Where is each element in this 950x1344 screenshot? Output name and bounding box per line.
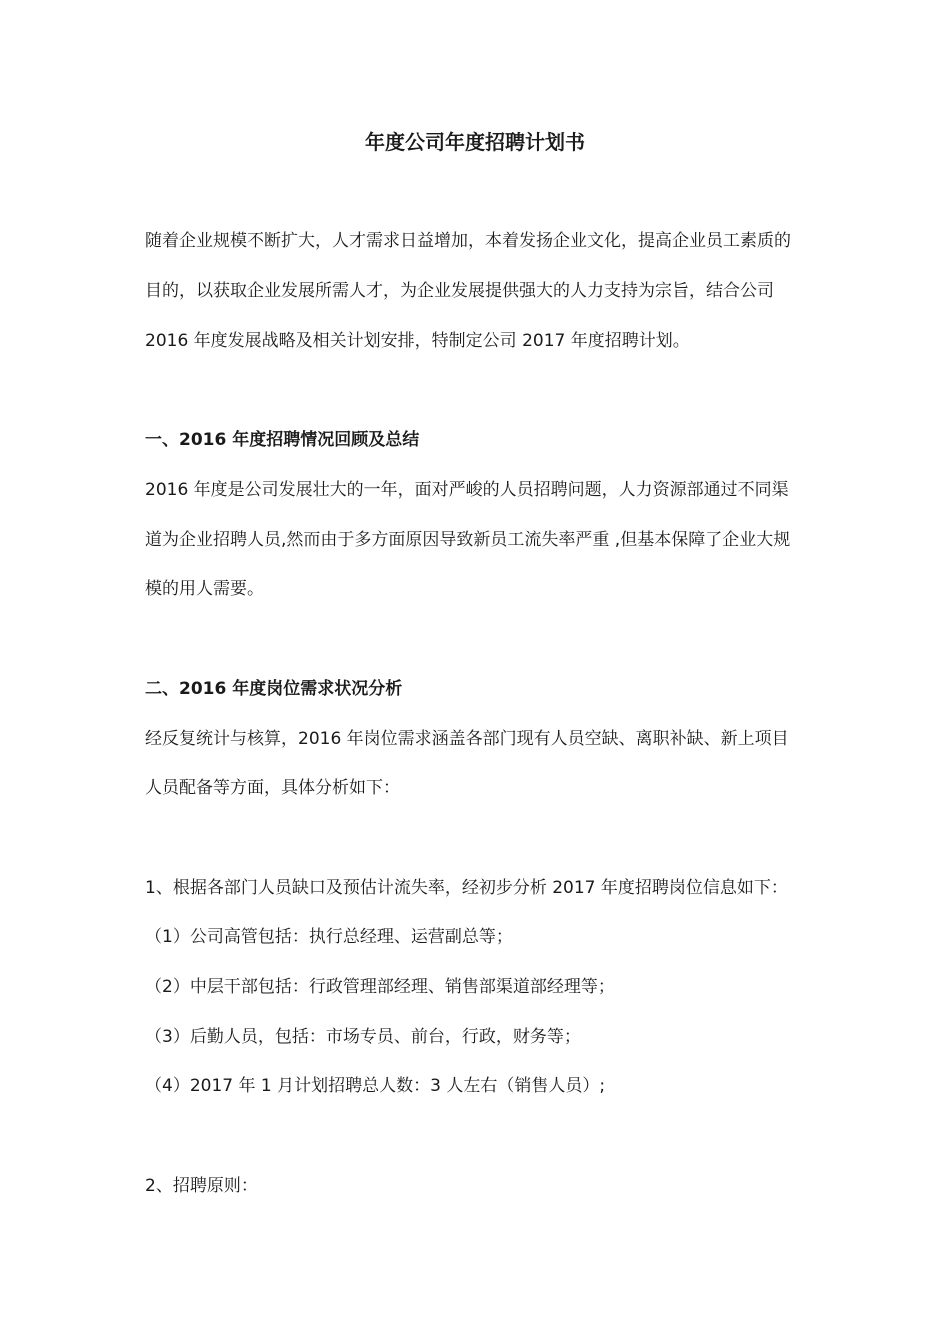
item1-sub-2: （2）中层干部包括：行政管理部经理、销售部渠道部经理等； (145, 977, 615, 997)
item1-text: 1、根据各部门人员缺口及预估计流失率，经初步分析 2017 年度招聘岗位信息如下： (145, 878, 788, 898)
item1-sub-3: （3）后勤人员，包括：市场专员、前台，行政，财务等； (145, 1027, 581, 1047)
item1-sub-1: （1）公司高管包括：执行总经理、运营副总等； (145, 927, 513, 947)
intro-line-2: 目的，以获取企业发展所需人才，为企业发展提供强大的人力支持为宗旨，结合公司 (145, 281, 774, 301)
section2-line-1: 经反复统计与核算，2016 年岗位需求涵盖各部门现有人员空缺、离职补缺、新上项目 (145, 729, 789, 749)
section2-line-2: 人员配备等方面，具体分析如下： (145, 778, 400, 798)
item2-text: 2、招聘原则： (145, 1176, 258, 1196)
intro-line-1: 随着企业规模不断扩大，人才需求日益增加，本着发扬企业文化，提高企业员工素质的 (145, 231, 791, 251)
section2-heading: 二、2016 年度岗位需求状况分析 (145, 679, 403, 699)
section1-heading: 一、2016 年度招聘情况回顾及总结 (145, 430, 420, 450)
page-title: 年度公司年度招聘计划书 (365, 130, 585, 154)
section1-line-3: 模的用人需要。 (145, 579, 264, 599)
section1-line-1: 2016 年度是公司发展壮大的一年，面对严峻的人员招聘问题，人力资源部通过不同渠 (145, 480, 789, 500)
section1-line-2: 道为企业招聘人员,然而由于多方面原因导致新员工流失率严重 ,但基本保障了企业大规 (145, 530, 791, 550)
item1-sub-4: （4）2017 年 1 月计划招聘总人数：3 人左右（销售人员）; (145, 1076, 606, 1096)
intro-line-3: 2016 年度发展战略及相关计划安排，特制定公司 2017 年度招聘计划。 (145, 331, 690, 351)
